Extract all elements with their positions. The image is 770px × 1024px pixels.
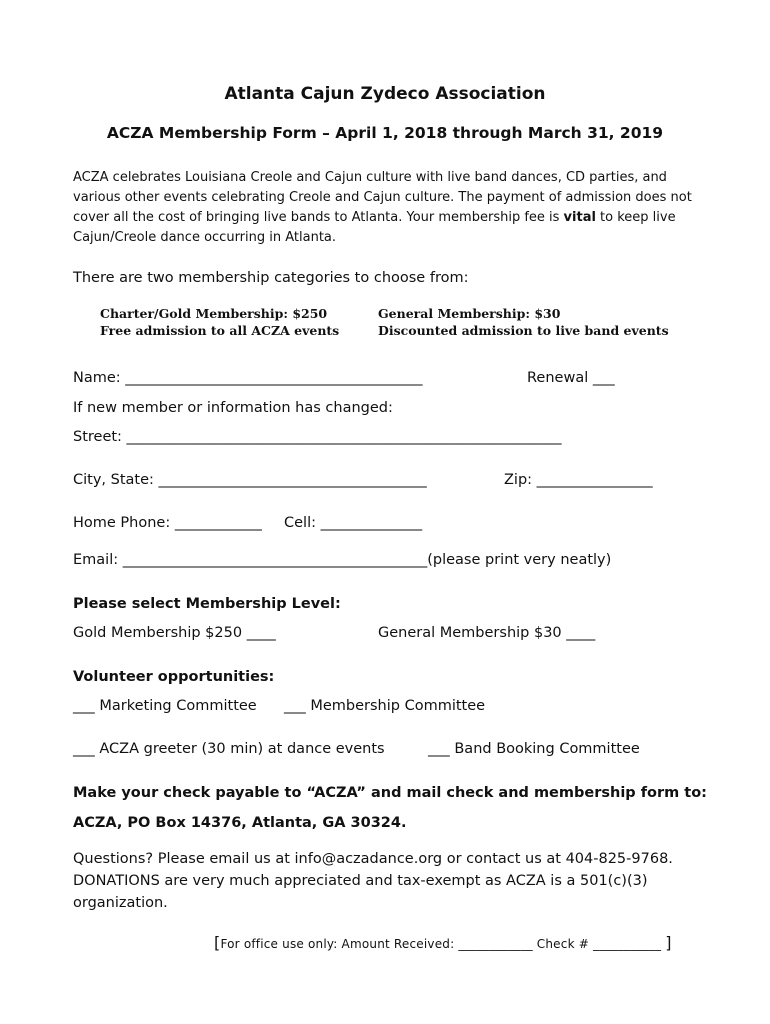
donations-line-1: DONATIONS are very much appreciated and tax-exempt as ACZA is a 501(c)(3) — [73, 873, 648, 889]
intro-bold-word: vital — [563, 210, 596, 225]
home-phone-field[interactable]: Home Phone: ____________ — [73, 515, 262, 531]
payment-instruction: Make your check payable to “ACZA” and mail check and membership form to: — [73, 785, 707, 801]
city-state-field[interactable]: City, State: _____________________________________ — [73, 472, 427, 488]
office-use-text: For office use only: Amount Received: ____________ Check # ___________ — [220, 937, 666, 951]
gold-membership-option[interactable]: Gold Membership $250 ____ — [73, 625, 276, 641]
intro-paragraph — [73, 168, 693, 248]
volunteer-marketing-option[interactable]: ___ Marketing Committee — [73, 698, 257, 714]
form-title: ACZA Membership Form – April 1, 2018 through March 31, 2019 — [106, 124, 664, 142]
charter-membership-desc: Free admission to all ACZA events — [100, 323, 340, 338]
mailing-address: ACZA, PO Box 14376, Atlanta, GA 30324. — [73, 815, 407, 831]
general-membership-desc: Discounted admission to live band events — [378, 323, 669, 338]
intro-text-end: to keep live Cajun/Creole dance occurring in Atlanta. — [73, 210, 676, 245]
volunteer-heading: Volunteer opportunities: — [73, 669, 275, 685]
volunteer-band-booking-option[interactable]: ___ Band Booking Committee — [428, 741, 640, 757]
office-open-bracket: [ — [214, 933, 221, 952]
street-field[interactable]: Street: ____________________________________________________________ — [73, 429, 562, 445]
questions-line: Questions? Please email us at info@aczadance.org or contact us at 404-825-9768. — [73, 851, 673, 867]
categories-heading: There are two membership categories to choose from: — [73, 270, 469, 286]
membership-level-heading: Please select Membership Level: — [73, 596, 341, 612]
general-membership-title: General Membership: $30 — [378, 306, 561, 321]
office-close-bracket: ] — [665, 933, 672, 952]
cell-field[interactable]: Cell: ______________ — [284, 515, 423, 531]
email-field[interactable]: Email: __________________________________________(please print very neatly) — [73, 552, 612, 568]
intro-text-start: ACZA celebrates Louisiana Creole and Cajun culture with live band dances, CD parties, and various other events celebrating Creole and Cajun culture. The payment of admission does not cover all the cost of bringing live bands to Atlanta. Your membership fee is — [73, 170, 692, 225]
donations-line-2: organization. — [73, 895, 168, 911]
volunteer-greeter-option[interactable]: ___ ACZA greeter (30 min) at dance events — [73, 741, 385, 757]
org-name: Atlanta Cajun Zydeco Association — [224, 84, 546, 104]
general-membership-option[interactable]: General Membership $30 ____ — [378, 625, 596, 641]
charter-membership-title: Charter/Gold Membership: $250 — [100, 306, 328, 321]
zip-field[interactable]: Zip: ________________ — [504, 472, 653, 488]
volunteer-membership-option[interactable]: ___ Membership Committee — [284, 698, 486, 714]
info-changed-note: If new member or information has changed: — [73, 400, 393, 416]
renewal-field[interactable]: Renewal ___ — [527, 370, 615, 386]
name-field[interactable]: Name: _________________________________________ — [73, 370, 423, 386]
office-use-line — [214, 933, 672, 952]
